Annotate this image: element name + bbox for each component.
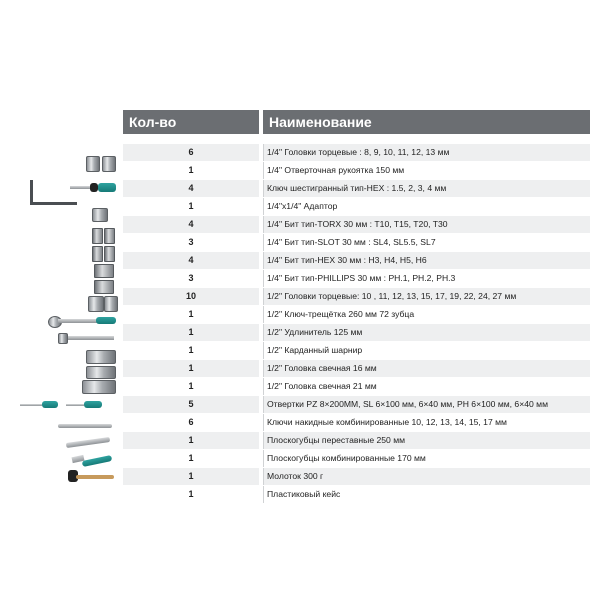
socket-set-icon <box>86 156 100 172</box>
row-qty: 4 <box>123 216 259 233</box>
table-row <box>123 198 590 216</box>
screwdriver-grip-icon <box>98 183 116 192</box>
ratchet-icon <box>58 319 98 323</box>
row-qty: 1 <box>123 450 259 467</box>
row-name: Пластиковый кейс <box>263 486 590 503</box>
table-body <box>123 144 590 504</box>
table-row <box>123 216 590 234</box>
row-qty: 10 <box>123 288 259 305</box>
row-qty: 1 <box>123 324 259 341</box>
row-name: 1/4" Бит тип-HEX 30 мм : H3, H4, H5, H6 <box>263 252 590 269</box>
row-name: 1/4" Головки торцевые : 8, 9, 10, 11, 12, 13 мм <box>263 144 590 161</box>
table-row <box>123 252 590 270</box>
table-row <box>123 324 590 342</box>
table-row <box>123 432 590 450</box>
row-name: 1/2" Головки торцевые: 10 , 11, 12, 13, 15, 17, 19, 22, 24, 27 мм <box>263 288 590 305</box>
ratchet-grip-icon <box>96 317 116 324</box>
row-name: 1/2" Головка свечная 21 мм <box>263 378 590 395</box>
row-name: Плоскогубцы комбинированные 170 мм <box>263 450 590 467</box>
table-row <box>123 360 590 378</box>
row-qty: 1 <box>123 360 259 377</box>
hammer-icon <box>76 475 114 479</box>
row-qty: 5 <box>123 396 259 413</box>
row-qty: 4 <box>123 180 259 197</box>
row-name: 1/2" Удлинитель 125 мм <box>263 324 590 341</box>
screwdriver-shaft-2-icon <box>66 404 84 406</box>
row-name: 1/4" Бит тип-PHILLIPS 30 мм : PH.1, PH.2, PH.3 <box>263 270 590 287</box>
extension-icon <box>62 336 114 340</box>
row-qty: 1 <box>123 306 259 323</box>
row-name: Молоток 300 г <box>263 468 590 485</box>
table-header <box>123 110 590 134</box>
row-qty: 4 <box>123 252 259 269</box>
hex-bit-icon <box>94 264 114 278</box>
table-row <box>123 396 590 414</box>
header-qty: Кол-во <box>123 110 259 134</box>
table-row <box>123 486 590 504</box>
row-name: Плоскогубцы переставные 250 мм <box>263 432 590 449</box>
row-name: Отвертки PZ 8×200MM, SL 6×100 мм, 6×40 мм, PH 6×100 мм, 6×40 мм <box>263 396 590 413</box>
phillips-bit-icon <box>94 280 114 294</box>
tools-illustration <box>18 150 118 495</box>
adapter-icon <box>92 208 108 222</box>
spark-plug-socket-icon-2 <box>82 380 116 394</box>
row-qty: 1 <box>123 432 259 449</box>
table-row <box>123 414 590 432</box>
screwdriver-long-shaft-icon <box>20 404 42 406</box>
row-name: 1/2" Ключ-трещётка 260 мм 72 зубца <box>263 306 590 323</box>
table-row <box>123 288 590 306</box>
slot-bit-icon <box>92 246 103 262</box>
table-row <box>123 468 590 486</box>
row-name: 1/2" Головка свечная 16 мм <box>263 360 590 377</box>
row-qty: 6 <box>123 414 259 431</box>
screwdriver-grip-2-icon <box>84 401 102 408</box>
row-name: 1/4"x1/4" Адаптор <box>263 198 590 215</box>
row-qty: 1 <box>123 486 259 503</box>
table-row <box>123 144 590 162</box>
table-row <box>123 270 590 288</box>
screwdrivers-icon <box>42 401 58 408</box>
row-name: 1/4" Бит тип-SLOT 30 мм : SL4, SL5.5, SL7 <box>263 234 590 251</box>
large-socket-icon <box>88 296 104 312</box>
combination-pliers-icon <box>82 455 113 467</box>
torx-bit-icon-2 <box>104 228 115 244</box>
table-row <box>123 342 590 360</box>
row-name: Ключи накидные комбинированные 10, 12, 13, 14, 15, 17 мм <box>263 414 590 431</box>
water-pump-pliers-icon <box>66 437 110 448</box>
row-qty: 3 <box>123 234 259 251</box>
socket-icon <box>102 156 116 172</box>
combination-wrench-icon <box>58 424 112 428</box>
table-row <box>123 162 590 180</box>
universal-joint-icon <box>86 350 116 364</box>
hex-key-icon <box>30 180 77 205</box>
row-name: 1/4" Бит тип-TORX 30 мм : T10, T15, T20, T30 <box>263 216 590 233</box>
table-row <box>123 378 590 396</box>
row-name: 1/2" Карданный шарнир <box>263 342 590 359</box>
row-qty: 3 <box>123 270 259 287</box>
screwdriver-shaft-icon <box>70 186 92 189</box>
header-name: Наименование <box>263 110 590 134</box>
row-name: 1/4" Отверточная рукоятка 150 мм <box>263 162 590 179</box>
row-qty: 1 <box>123 198 259 215</box>
spark-plug-socket-icon <box>86 366 116 379</box>
screwdriver-handle-icon <box>90 183 98 192</box>
row-name: Ключ шестигранный тип-HEX : 1.5, 2, 3, 4 мм <box>263 180 590 197</box>
row-qty: 1 <box>123 162 259 179</box>
table-row <box>123 306 590 324</box>
slot-bit-icon-2 <box>104 246 115 262</box>
torx-bit-icon <box>92 228 103 244</box>
row-qty: 1 <box>123 468 259 485</box>
row-qty: 6 <box>123 144 259 161</box>
table-row <box>123 450 590 468</box>
extension-end-icon <box>58 333 68 344</box>
row-qty: 1 <box>123 378 259 395</box>
table-row <box>123 180 590 198</box>
row-qty: 1 <box>123 342 259 359</box>
large-socket-icon-2 <box>104 296 118 312</box>
contents-table <box>123 110 590 504</box>
table-row <box>123 234 590 252</box>
